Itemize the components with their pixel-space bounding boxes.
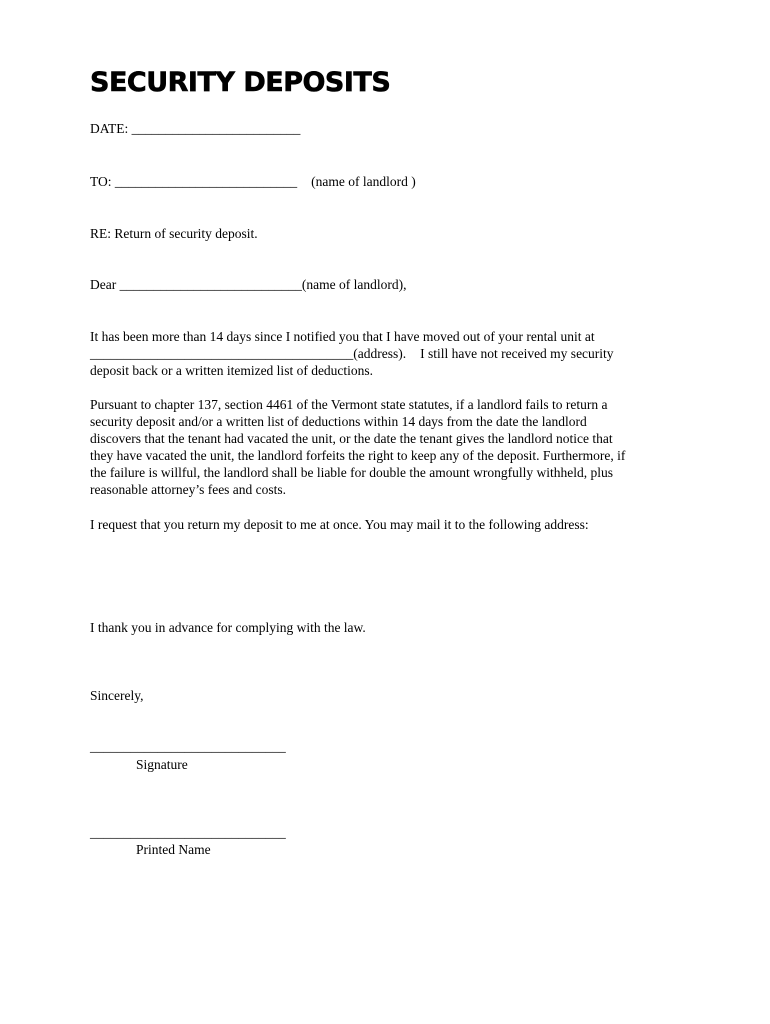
paragraph-notice-line: deposit back or a written itemized list of deductions. (90, 363, 374, 378)
paragraph-statute-line: reasonable attorney’s fees and costs. (90, 482, 287, 497)
paragraph-thanks: I thank you in advance for complying with the law. (90, 620, 366, 635)
paragraph-request: I request that you return my deposit to me at once. You may mail it to the following address: (90, 517, 589, 532)
re-line: RE: Return of security deposit. (90, 226, 258, 241)
paragraph-statute-line: security deposit and/or a written list of deductions within 14 days from the date the landlord (90, 414, 587, 429)
paragraph-statute-line: discovers that the tenant had vacated the unit, or the date the tenant gives the landlord notice that (90, 431, 613, 446)
printed-name-blank: _____________________________ (90, 825, 286, 840)
signature-blank: _____________________________ (90, 739, 286, 754)
paragraph-notice-line: It has been more than 14 days since I notified you that I have moved out of your rental unit at (90, 329, 595, 344)
to-line (90, 173, 416, 190)
paragraph-statute-line: they have vacated the unit, the landlord forfeits the right to keep any of the deposit. Furthermore, if (90, 448, 626, 463)
to-hint: (name of landlord ) (311, 174, 416, 189)
date-line: DATE: _________________________ (90, 121, 301, 136)
to-field: TO: ___________________________ (90, 174, 298, 189)
paragraph-statute-line: Pursuant to chapter 137, section 4461 of the Vermont state statutes, if a landlord fails to return a (90, 397, 608, 412)
closing: Sincerely, (90, 688, 144, 703)
signature-label: Signature (136, 757, 188, 772)
salutation-line: Dear ___________________________(name of landlord), (90, 277, 407, 292)
paragraph-notice-line: _______________________________________(address). I still have not received my security (90, 346, 614, 361)
paragraph-statute (90, 396, 670, 498)
address-blank: _______________________________________(address). (90, 346, 407, 361)
paragraph-notice (90, 328, 670, 379)
printed-name-label: Printed Name (136, 842, 211, 857)
paragraph-statute-line: the failure is willful, the landlord shall be liable for double the amount wrongfully withheld, plus (90, 465, 614, 480)
document-title: SECURITY DEPOSITS (90, 67, 391, 98)
